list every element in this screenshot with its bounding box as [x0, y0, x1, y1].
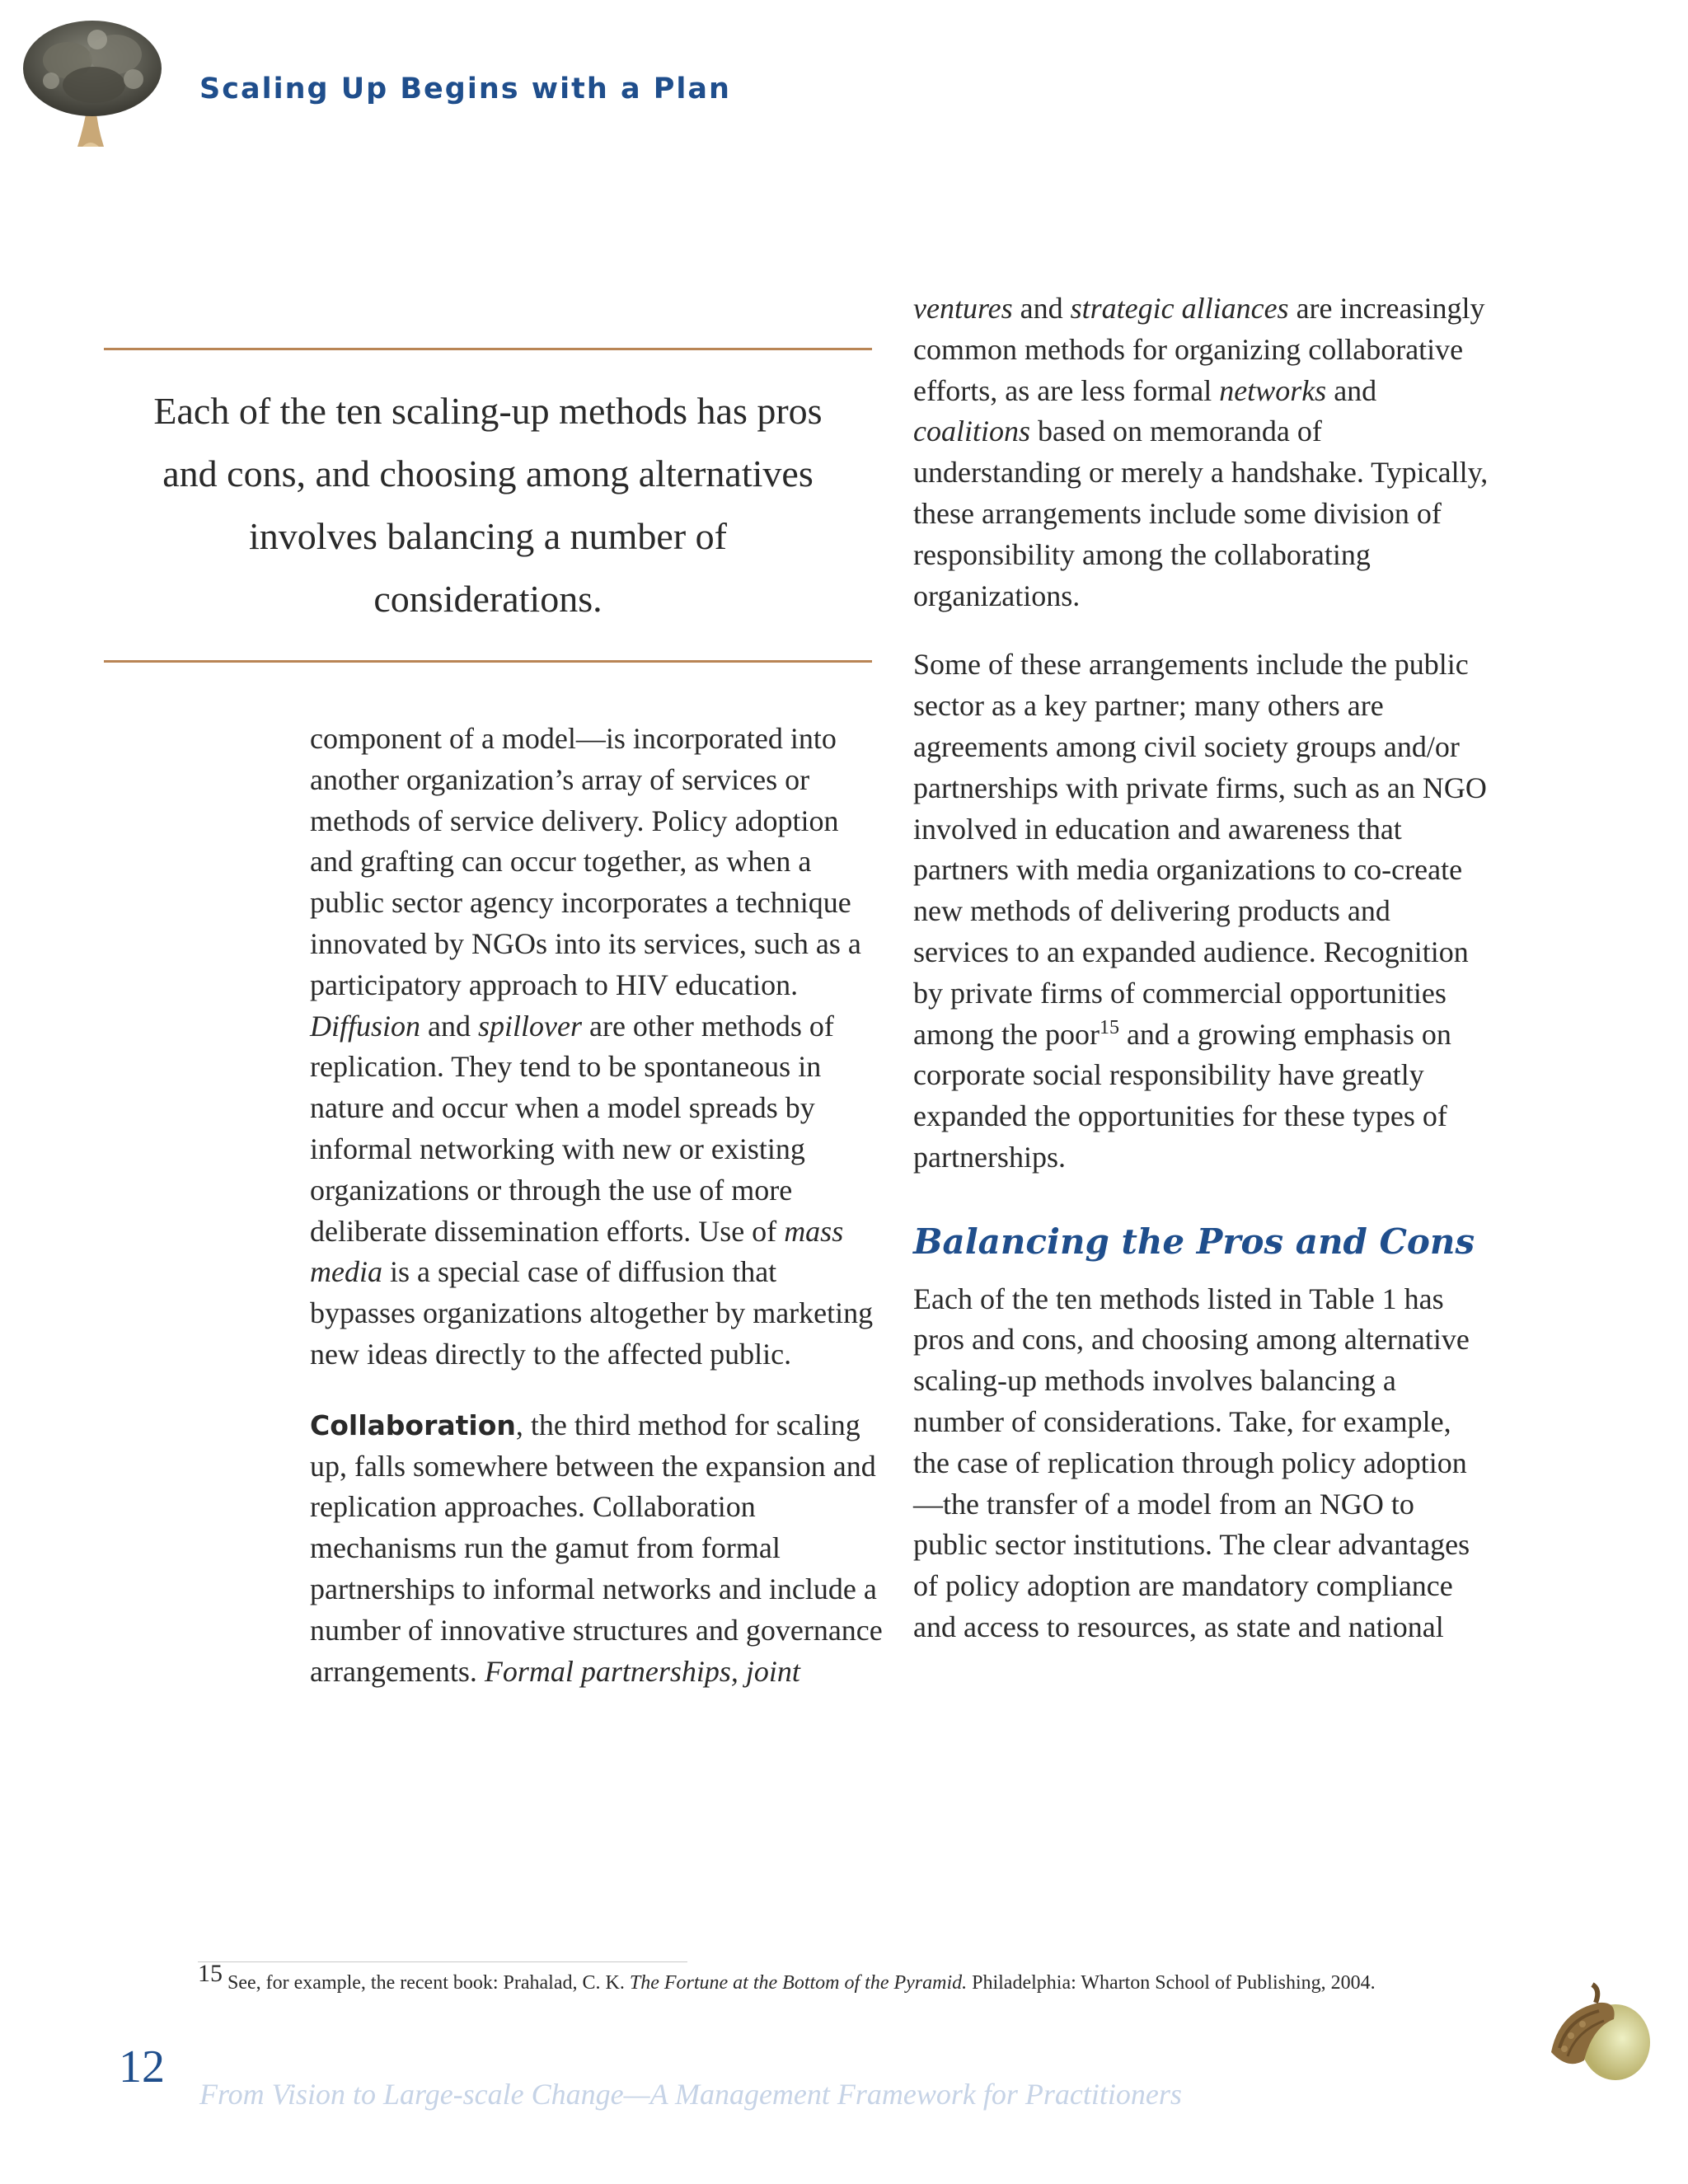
- running-head: Scaling Up Begins with a Plan: [199, 73, 731, 105]
- italic-term: spillover: [478, 1009, 582, 1043]
- italic-term: Formal partnerships, joint: [484, 1654, 800, 1688]
- paragraph: [913, 288, 1490, 616]
- footnote-divider: [198, 1961, 687, 1962]
- pull-quote: [104, 348, 872, 663]
- text-run: and: [1012, 292, 1071, 325]
- footnote-number: 15: [198, 1960, 223, 1987]
- paragraph: [310, 1405, 887, 1693]
- text-run: are other methods of replication. They tend to be spontaneous in nature and occur when a model spreads by informal networking with new or existing organizations or through the use of more deliberate dissemination efforts. Use of: [310, 1009, 834, 1248]
- page-number: 12: [119, 2041, 165, 2093]
- oak-tree-icon: [18, 15, 166, 155]
- footnote-ref[interactable]: 15: [1099, 1016, 1119, 1038]
- section-heading: Balancing the Pros and Cons: [913, 1221, 1475, 1262]
- text-run: component of a model—is incorporated into another organization’s array of services or methods of service delivery. Policy adoption and grafting can occur together, as when a public sector agency incorporates a technique innovated by NGOs into its services, such as a participatory approach to HIV education.: [310, 722, 861, 1001]
- pull-quote-text: Each of the ten scaling-up methods has pros and cons, and choosing among alternatives involves balancing a number of considerations.: [153, 390, 823, 620]
- book-title: The Fortune at the Bottom of the Pyramid.: [629, 1972, 968, 1994]
- paragraph: Each of the ten methods listed in Table 1 has pros and cons, and choosing among alternative scaling-up methods involves balancing a number of considerations. Take, for example, the case of replication through policy adoption—the transfer of a model from an NGO to public sector institutions. The clear advantages of policy adoption are mandatory compliance and access to resources, as state and national: [913, 1282, 1470, 1643]
- text-run: is a special case of diffusion that bypasses organizations altogether by marketing new ideas directly to the affected public.: [310, 1255, 874, 1371]
- text-run: based on memoranda of understanding or merely a handshake. Typically, these arrangements include some division of responsibility among the collaborating organizations.: [913, 415, 1489, 612]
- italic-term: networks: [1219, 373, 1327, 407]
- italic-term: ventures: [913, 292, 1013, 325]
- left-column: [310, 719, 887, 1692]
- paragraph: [310, 719, 887, 1376]
- italic-term: coalitions: [913, 415, 1030, 448]
- text-run: Philadelphia: Wharton School of Publishing, 2004.: [967, 1972, 1376, 1994]
- text-run: , the third method for scaling up, falls somewhere between the expansion and replication approaches. Collaboration mechanisms run the gamut from formal partnerships to informal networks and include a number of innovative structures and governance arrangements.: [310, 1408, 883, 1688]
- text-run: and a growing emphasis on corporate social responsibility have greatly expanded the opportunities for these types of partnerships.: [913, 1017, 1451, 1174]
- text-run: and: [420, 1009, 478, 1043]
- right-column: [913, 288, 1490, 1648]
- bold-term: Collaboration: [310, 1408, 516, 1441]
- italic-term: Diffusion: [310, 1009, 421, 1043]
- footer-title: From Vision to Large-scale Change—A Management Framework for Practitioners: [199, 2078, 1182, 2111]
- italic-term: mass media: [310, 1214, 844, 1289]
- text-run: are increasingly common methods for organizing collaborative efforts, as are less formal: [913, 292, 1485, 407]
- text-run: Some of these arrangements include the public sector as a key partner; many others are agreements among civil society groups and/or partnerships with private firms, such as an NGO involved in education and awareness that partners with media organizations to co-create new methods of delivering products and services to an expanded audience. Recognition by private firms of commercial opportunities among the poor: [913, 648, 1487, 1051]
- text-run: and: [1326, 373, 1377, 407]
- footnote: [198, 1960, 1451, 1996]
- italic-term: strategic alliances: [1070, 292, 1289, 325]
- text-run: See, for example, the recent book: Prahalad, C. K.: [223, 1972, 630, 1994]
- acorn-icon: [1535, 1978, 1658, 2093]
- paragraph: [913, 644, 1490, 1178]
